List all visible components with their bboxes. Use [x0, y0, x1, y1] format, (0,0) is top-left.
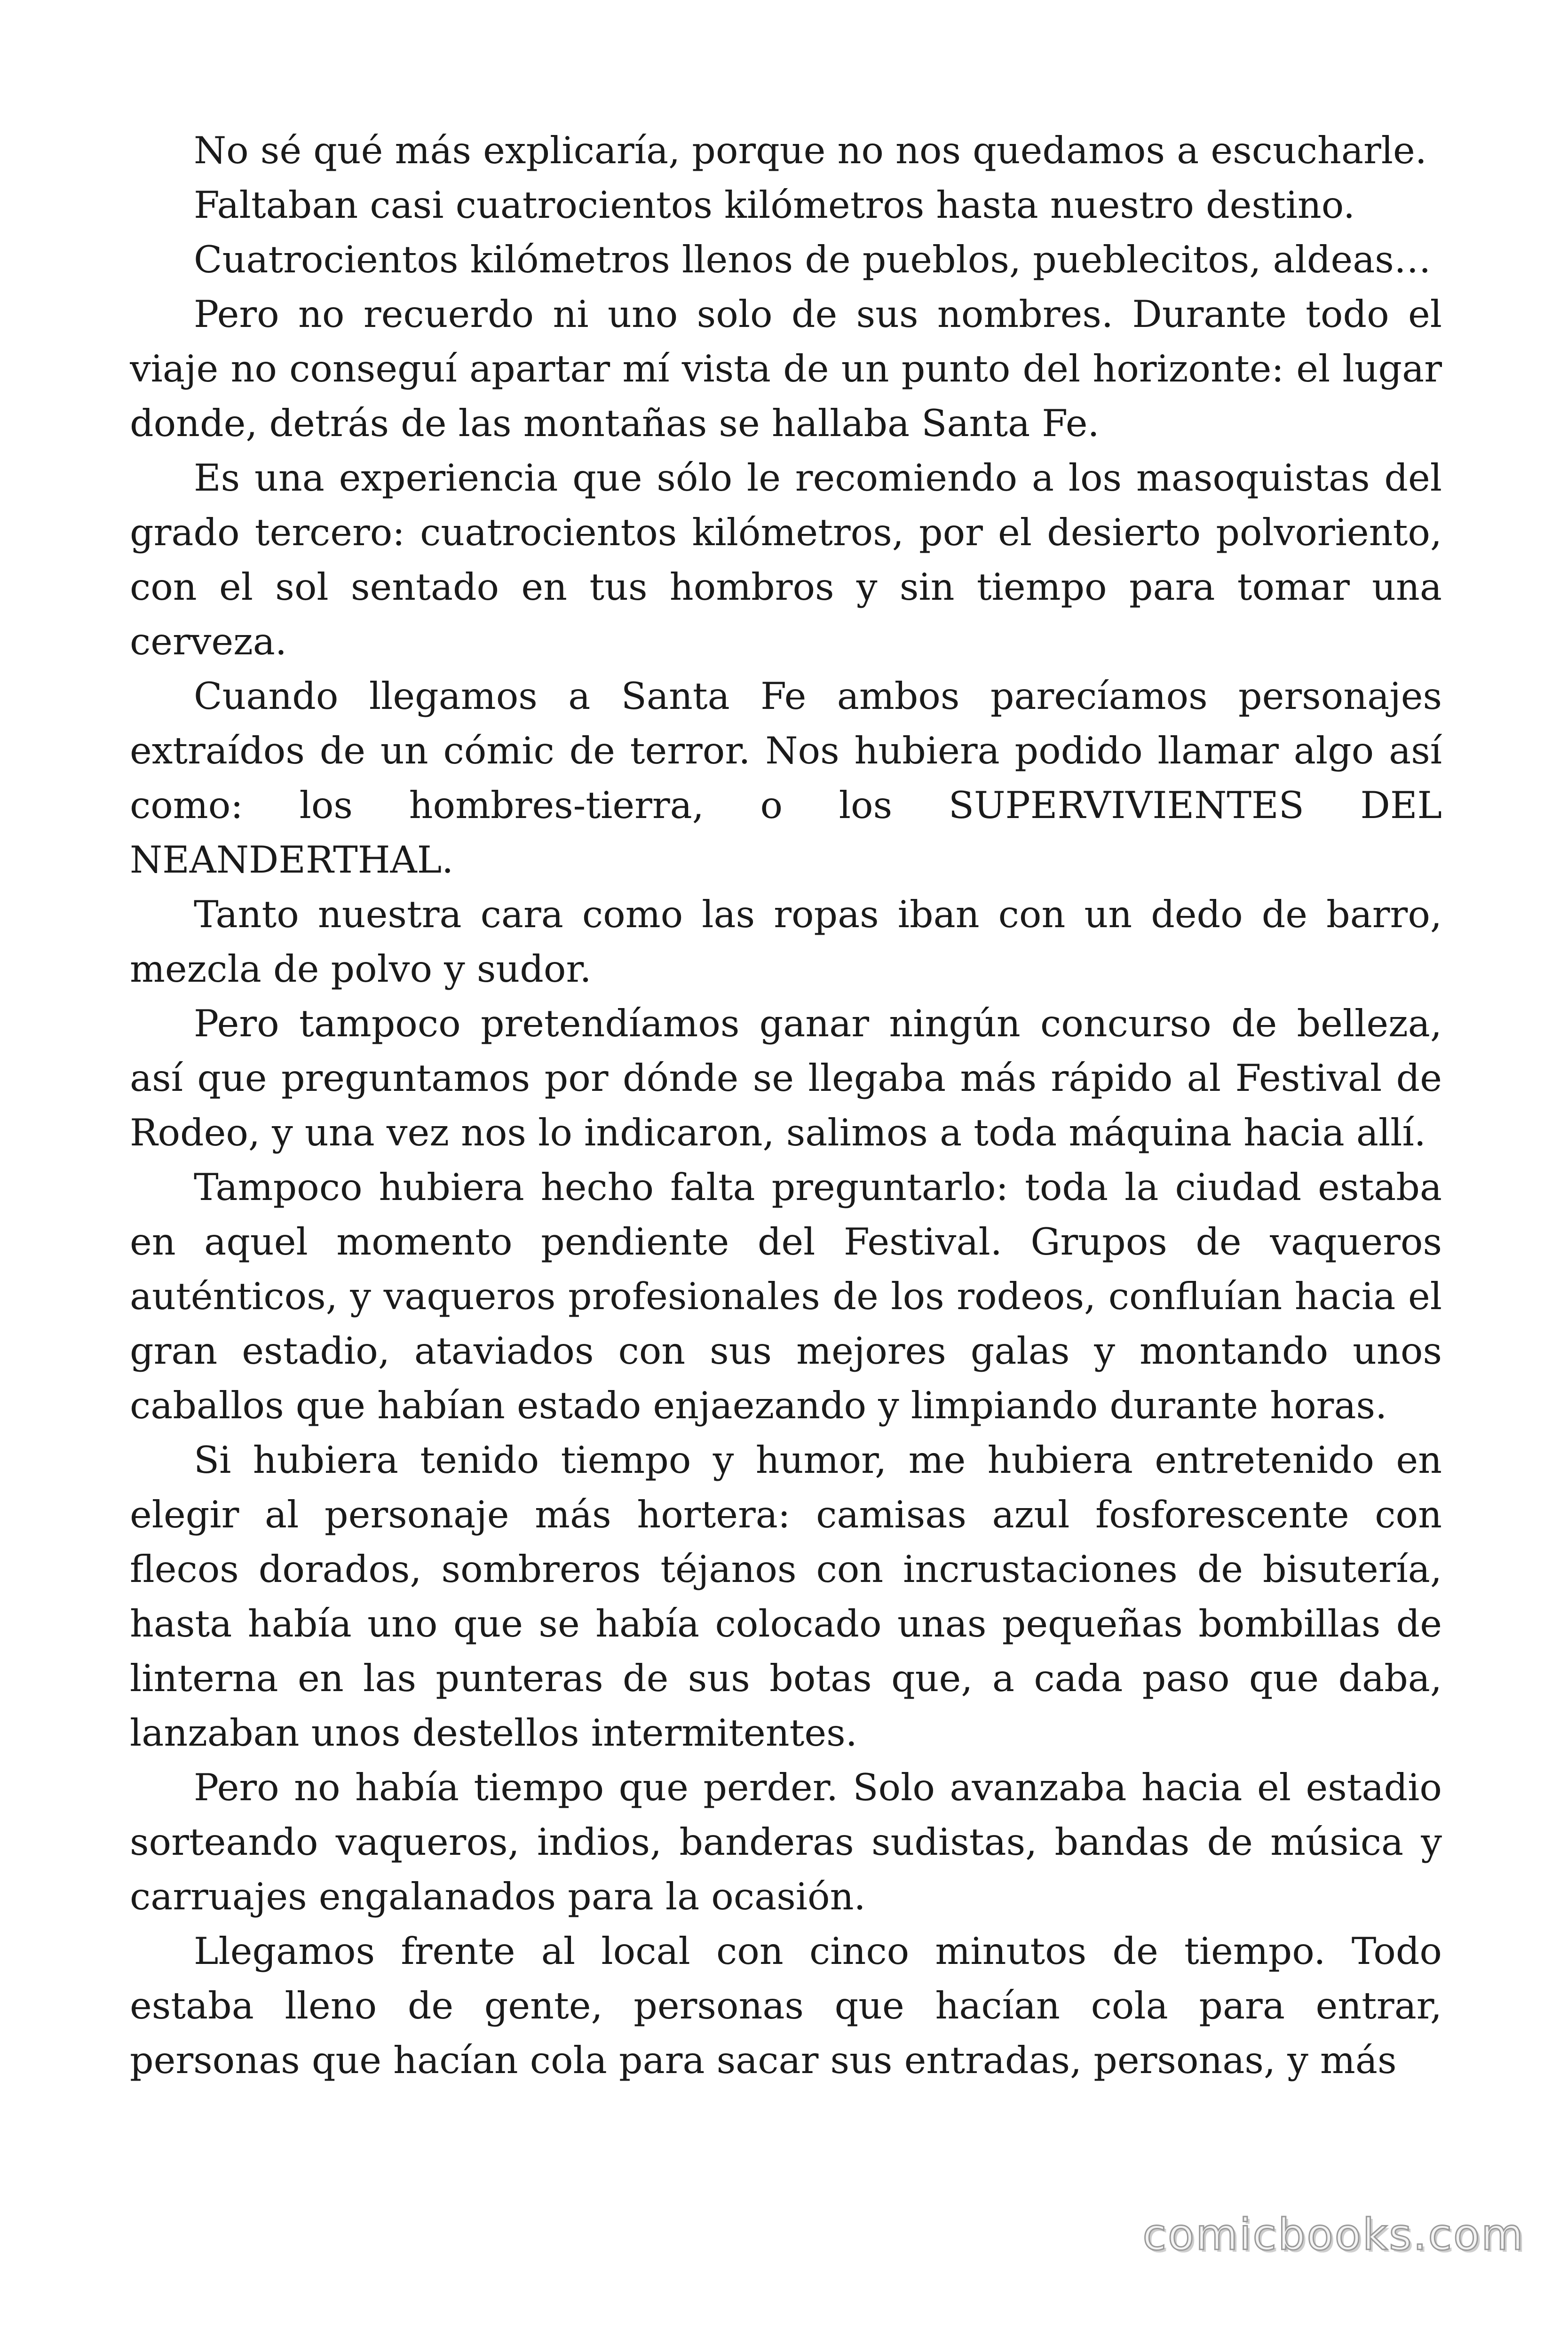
paragraph: Tampoco hubiera hecho falta preguntarlo: toda la ciudad estaba en aquel momento pendiente del Festival. Grupos de vaqueros auténticos, y vaqueros profesionales de los rodeos, confluían hacia el gran estadio, ataviados con sus mejores galas y montando unos caballos que habían estado enjaezando y limpiando durante horas. — [130, 1166, 1442, 1427]
paragraph: Faltaban casi cuatrocientos kilómetros hasta nuestro destino. — [194, 183, 1355, 227]
paragraph: Pero no recuerdo ni uno solo de sus nombres. Durante todo el viaje no conseguí apartar mí vista de un punto del horizonte: el lugar donde, detrás de las montañas se hallaba Santa Fe. — [130, 293, 1442, 445]
paragraph: Cuando llegamos a Santa Fe ambos parecíamos personajes extraídos de un cómic de terror. Nos hubiera podido llamar algo así como: los hombres-tierra, o los SUPERVIVIENTES DEL NEANDERTHAL. — [130, 675, 1442, 882]
paragraph: Pero no había tiempo que perder. Solo avanzaba hacia el estadio sorteando vaqueros, indios, banderas sudistas, bandas de música y carruajes engalanados para la ocasión. — [130, 1766, 1442, 1918]
paragraph: Es una experiencia que sólo le recomiendo a los masoquistas del grado tercero: cuatrocientos kilómetros, por el desierto polvoriento, con el sol sentado en tus hombros y sin tiempo para tomar una cerveza. — [130, 456, 1442, 663]
book-page — [130, 123, 1442, 2259]
paragraph: Si hubiera tenido tiempo y humor, me hubiera entretenido en elegir al personaje más hortera: camisas azul fosforescente con flecos dorados, sombreros téjanos con incrustaciones de bisutería, hasta había uno que se había colocado unas pequeñas bombillas de linterna en las punteras de sus botas que, a cada paso que daba, lanzaban unos destellos intermitentes. — [130, 1438, 1442, 1755]
watermark: comicbooks.com — [1142, 2209, 1525, 2260]
paragraph: Tanto nuestra cara como las ropas iban con un dedo de barro, mezcla de polvo y sudor. — [130, 893, 1442, 991]
paragraph: Pero tampoco pretendíamos ganar ningún concurso de belleza, así que preguntamos por dónde se llegaba más rápido al Festival de Rodeo, y una vez nos lo indicaron, salimos a toda máquina hacia allí. — [130, 1002, 1442, 1154]
paragraph: Cuatrocientos kilómetros llenos de pueblos, pueblecitos, aldeas… — [194, 238, 1431, 281]
paragraph: Llegamos frente al local con cinco minutos de tiempo. Todo estaba lleno de gente, personas que hacían cola para entrar, personas que hacían cola para sacar sus entradas, personas, y más — [130, 1930, 1442, 2082]
paragraph: No sé qué más explicaría, porque no nos quedamos a escucharle. — [194, 129, 1427, 172]
